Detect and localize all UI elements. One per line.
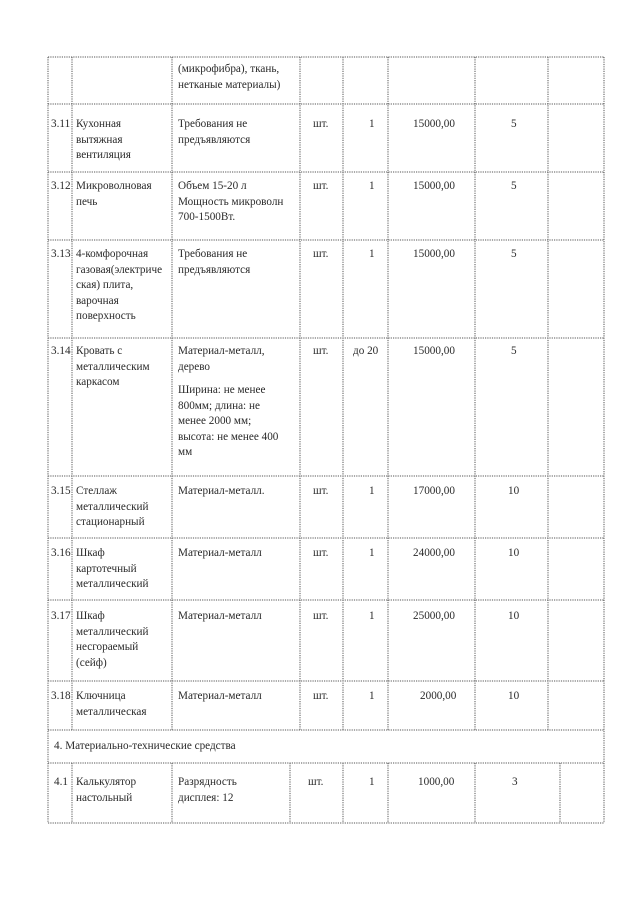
paragraph-gap <box>178 375 296 383</box>
requirements-cell <box>178 689 296 705</box>
quantity-cell: 1 <box>369 248 375 260</box>
text-line: металлическим <box>76 360 150 373</box>
requirements-cell <box>178 117 296 148</box>
text-line: (микрофибра), ткань, <box>178 63 280 75</box>
text-line: Объем 15-20 л <box>178 180 247 192</box>
row-number: 3.14 <box>51 345 71 357</box>
text-line: Кровать с <box>76 345 123 357</box>
price-cell: 15000,00 <box>413 180 455 192</box>
term-cell: 10 <box>508 547 520 559</box>
section-title: 4. Материально-технические средства <box>54 740 236 752</box>
requirements-cell <box>178 344 296 461</box>
unit-cell: шт. <box>313 690 329 702</box>
item-name <box>76 484 170 531</box>
text-line: Ширина: не менее <box>178 384 266 396</box>
price-cell: 24000,00 <box>413 547 455 559</box>
price-cell: 1000,00 <box>418 776 455 788</box>
text-line: вытяжная <box>76 133 123 146</box>
unit-cell: шт. <box>313 547 329 559</box>
unit-cell: шт. <box>313 485 329 497</box>
text-line: Мощность микроволн <box>178 195 284 208</box>
text-line: печь <box>76 195 98 208</box>
text-line: Требования не <box>178 118 248 130</box>
unit-cell: шт. <box>313 610 329 622</box>
unit-cell: шт. <box>313 248 329 260</box>
item-name <box>76 179 170 210</box>
text-line: Микроволновая <box>76 180 152 192</box>
text-line: (сейф) <box>76 656 107 669</box>
row-number: 3.18 <box>51 690 71 702</box>
text-line: вентиляция <box>76 149 131 161</box>
text-line: металлическая <box>76 705 147 718</box>
item-name <box>76 689 170 720</box>
text-line: настольный <box>76 791 133 804</box>
unit-cell: шт. <box>313 118 329 130</box>
text-line: стационарный <box>76 516 145 528</box>
requirements-cell <box>178 546 296 562</box>
text-line: 700-1500Вт. <box>178 211 236 223</box>
text-line: металлический <box>76 500 149 513</box>
quantity-cell: 1 <box>369 690 375 702</box>
text-line: менее 2000 мм; <box>178 415 252 427</box>
text-line: 4-комфорочная <box>76 248 149 260</box>
text-line: Материал-металл, <box>178 345 265 357</box>
quantity-cell: до 20 <box>353 345 379 357</box>
price-cell: 2000,00 <box>420 690 457 702</box>
item-name <box>76 344 170 391</box>
text-line: нетканые материалы) <box>178 78 281 91</box>
term-cell: 10 <box>508 610 520 622</box>
price-cell: 15000,00 <box>413 118 455 130</box>
requirements-cell <box>178 609 296 625</box>
text-line: несгораемый <box>76 641 139 653</box>
text-line: мм <box>178 446 193 458</box>
text-line: Ключница <box>76 690 126 702</box>
text-line: Требования не <box>178 248 248 260</box>
term-cell: 10 <box>508 690 520 702</box>
text-line: Материал-металл <box>178 610 262 622</box>
row-number: 3.16 <box>51 547 71 559</box>
text-line: каркасом <box>76 376 120 388</box>
unit-cell: шт. <box>308 776 324 788</box>
row-number: 3.11 <box>51 118 71 130</box>
text-line: 800мм; длина: не <box>178 399 260 412</box>
term-cell: 5 <box>511 345 517 357</box>
requirements-cell <box>178 247 296 278</box>
requirements-cell <box>178 62 296 93</box>
item-name <box>76 546 170 593</box>
term-cell: 5 <box>511 248 517 260</box>
term-cell: 10 <box>508 485 520 497</box>
term-cell: 5 <box>511 180 517 192</box>
text-line: поверхность <box>76 310 136 322</box>
item-name <box>76 117 170 164</box>
text-line: металлический <box>76 625 149 638</box>
unit-cell: шт. <box>313 180 329 192</box>
text-line: дисплея: 12 <box>178 791 234 804</box>
price-cell: 15000,00 <box>413 248 455 260</box>
requirements-cell <box>178 775 286 806</box>
item-name <box>76 247 170 325</box>
quantity-cell: 1 <box>369 485 375 497</box>
quantity-cell: 1 <box>369 547 375 559</box>
text-line: предъявляются <box>178 263 251 276</box>
row-number: 3.12 <box>51 180 71 192</box>
item-name <box>76 775 170 806</box>
requirements-cell <box>178 179 302 226</box>
text-line: дерево <box>178 360 211 373</box>
text-line: Стеллаж <box>76 485 118 497</box>
text-line: картотечный <box>76 562 137 575</box>
price-cell: 25000,00 <box>413 610 455 622</box>
text-line: газовая(электриче <box>76 263 163 276</box>
text-line: Шкаф <box>76 610 105 622</box>
row-number: 3.17 <box>51 610 71 622</box>
quantity-cell: 1 <box>369 118 375 130</box>
row-number: 3.15 <box>51 485 71 497</box>
quantity-cell: 1 <box>369 610 375 622</box>
text-line: Материал-металл <box>178 547 262 559</box>
text-line: предъявляются <box>178 133 251 146</box>
text-line: Материал-металл. <box>178 485 265 497</box>
requirements-cell <box>178 484 296 500</box>
row-number: 3.13 <box>51 248 71 260</box>
text-line: Кухонная <box>76 118 122 130</box>
term-cell: 5 <box>511 118 517 130</box>
text-line: Шкаф <box>76 547 105 559</box>
text-line: варочная <box>76 294 119 307</box>
text-line: Разрядность <box>178 776 237 788</box>
price-cell: 17000,00 <box>413 485 455 497</box>
unit-cell: шт. <box>313 345 329 357</box>
quantity-cell: 1 <box>369 180 375 192</box>
price-cell: 15000,00 <box>413 345 455 357</box>
term-cell: 3 <box>512 776 518 788</box>
row-number: 4.1 <box>54 776 68 788</box>
text-line: металлический <box>76 578 149 590</box>
text-line: Материал-металл <box>178 690 262 702</box>
quantity-cell: 1 <box>369 776 375 788</box>
text-line: высота: не менее 400 <box>178 430 279 443</box>
text-line: ская) плита, <box>76 279 134 291</box>
text-line: Калькулятор <box>76 776 137 788</box>
item-name <box>76 609 170 671</box>
